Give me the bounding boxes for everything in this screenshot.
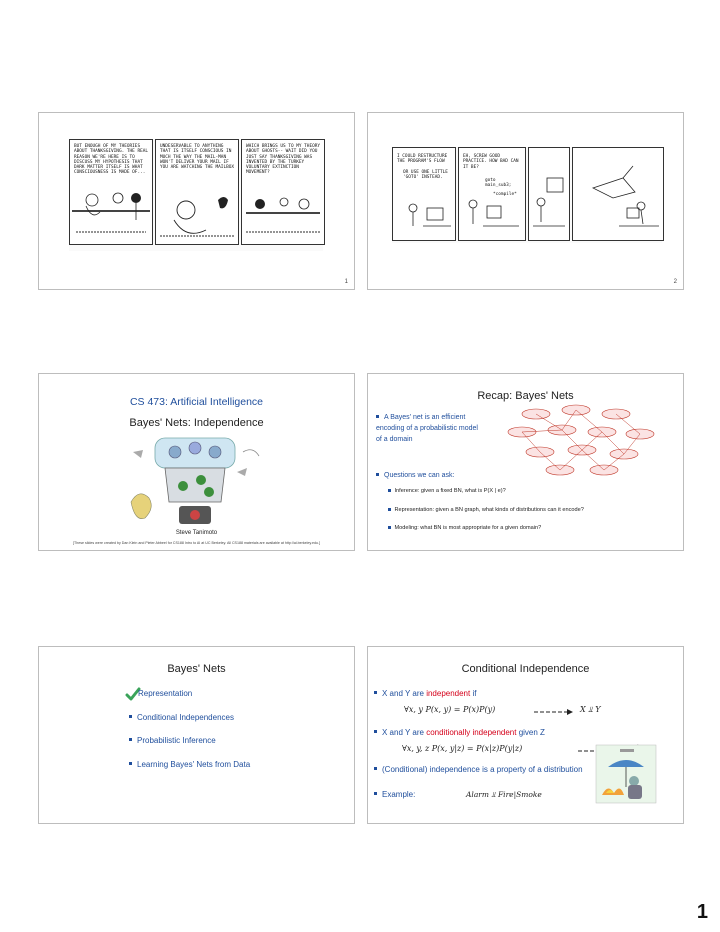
bullet-text: Modeling: what BN is most appropriate for a given domain? (394, 525, 542, 531)
conditionally-independent-term: conditionally independent (426, 728, 517, 737)
bullet-text: (Conditional) independence is a property of a distribution (382, 765, 583, 774)
author-name: Steve Tanimoto (175, 530, 218, 536)
comic-panel-2-text: UNDESERVABLE TO ANYTHING THAT IS ITSELF CONSCIOUS IN MUCH THE WAY THE MAIL-MAN WON'T DELIVER YOUR MAIL IF YOU ARE WATCHING THE MAILBOX (160, 144, 235, 171)
bullet-bayes-net-definition (376, 412, 484, 445)
bullet-text: Representation: given a BN graph, what kinds of distributions can it encode? (394, 507, 584, 513)
comic-panel-2-text: EH, SCREW GOOD PRACTICE. HOW BAD CAN IT BE? (463, 154, 519, 170)
topic-text: Probabilistic Inference (137, 736, 216, 745)
sub-bullet-inference (388, 488, 506, 494)
bullet-independent (374, 688, 476, 699)
bullet-marker (374, 730, 377, 733)
topic-probabilistic-inference (129, 735, 216, 746)
equation-independence: ∀x, y P(x, y) = P(x)P(y) (404, 705, 496, 714)
bullet-conditionally-independent (374, 727, 545, 738)
comic-panel-3 (241, 139, 325, 245)
comic-panel-2-drawing (459, 148, 525, 240)
comic-panel-1-drawing (70, 140, 152, 244)
slide-2 (367, 112, 684, 290)
topic-text: Learning Bayes' Nets from Data (137, 760, 251, 769)
comic-panel-1 (69, 139, 153, 245)
bullet-text: Example: (382, 790, 416, 799)
page-number: 1 (696, 901, 708, 923)
comic-panel-2-sfx-2: *compile* (493, 192, 517, 197)
bullet-marker (129, 715, 132, 718)
comic-strip-2 (392, 147, 662, 243)
robot-illustration (125, 432, 265, 532)
bullet-marker (374, 792, 377, 795)
bullet-marker (129, 762, 132, 765)
comic-panel-4 (572, 147, 664, 241)
bullet-marker (376, 473, 379, 476)
comic-panel-1-text: I COULD RESTRUCTURE THE PROGRAM'S FLOW (397, 154, 448, 165)
slide-title: Conditional Independence (461, 663, 590, 675)
slide-title: Recap: Bayes' Nets (477, 390, 574, 402)
sub-bullet-modeling (388, 525, 541, 531)
bullet-text: X and Y are (382, 689, 427, 698)
slide-3 (38, 373, 355, 551)
slide-1-number: 1 (344, 279, 348, 285)
slide-5 (38, 646, 355, 824)
comic-panel-2 (458, 147, 526, 241)
bullet-marker (129, 738, 132, 741)
bullet-text-end: given Z (516, 728, 545, 737)
comic-panel-3-text: WHICH BRINGS US TO MY THEORY ABOUT GHOSTS-- WAIT DID YOU JUST SAY THANKSGIVING WAS INVENTED BY THE TURKEY VOLUNTARY EXTINCTION MOVEMENT? (246, 144, 321, 176)
bullet-marker (374, 767, 377, 770)
comic-panel-3-drawing (242, 140, 324, 244)
slide-4 (367, 373, 684, 551)
bullet-text: A Bayes' net is an efficient encoding of a probabilistic model of a domain (376, 414, 478, 443)
course-title: CS 473: Artificial Intelligence (129, 396, 264, 408)
topic-learning (129, 759, 250, 770)
bullet-marker (376, 415, 379, 418)
comic-panel-1-text-2: OR USE ONE LITTLE 'GOTO' INSTEAD. (403, 170, 448, 181)
bullet-marker (374, 691, 377, 694)
slide-1 (38, 112, 355, 290)
bullet-example (374, 789, 415, 800)
slide-title: Bayes' Nets: Independence (129, 417, 264, 429)
bullet-text: X and Y are (382, 728, 427, 737)
bullet-marker (388, 508, 391, 511)
bullet-marker (388, 489, 391, 492)
slide-6 (367, 646, 684, 824)
bullet-text-end: if (470, 689, 477, 698)
fire-alarm-illustration (594, 743, 660, 807)
comic-panel-1-text: BUT ENOUGH OF MY THEORIES ABOUT THANKSGIVING. THE REAL REASON WE'RE HERE IS TO DISCUSS MY HYPOTHESIS THAT DARK MATTER ITSELF IS WHAT CONSCIOUSNESS IS MADE OF... (74, 144, 149, 176)
topic-text: Conditional Independences (137, 713, 234, 722)
comic-strip-1 (69, 139, 323, 251)
credit-footnote: [These slides were created by Dan Klein and Pieter Abbeel for CS188 Intro to AI at UC Berkeley. All CS188 materials are available at http://ai.berkeley.edu.] (73, 541, 320, 545)
topic-representation (138, 688, 192, 699)
comic-panel-2-drawing (156, 140, 238, 244)
notation-independence: X ⫫ Y (580, 705, 601, 714)
bullet-questions (376, 470, 454, 481)
bullet-marker (388, 526, 391, 529)
comic-panel-2-sfx: goto main_sub3; (485, 178, 512, 189)
topic-conditional-independences (129, 712, 234, 723)
bullet-text: Questions we can ask: (384, 472, 455, 479)
comic-panel-3-drawing (529, 148, 569, 240)
comic-panel-4-drawing (573, 148, 663, 240)
comic-panel-1 (392, 147, 456, 241)
sub-bullet-representation (388, 507, 584, 513)
slide-2-number: 2 (673, 279, 677, 285)
equation-conditional-independence: ∀x, y, z P(x, y|z) = P(x|z)P(y|z) (402, 744, 523, 753)
topic-text: Representation (138, 689, 193, 698)
bullet-text: Inference: given a fixed BN, what is P(X | e)? (394, 488, 506, 494)
comic-panel-3 (528, 147, 570, 241)
bayes-net-graph (506, 402, 656, 478)
dashed-arrow-icon (534, 708, 574, 716)
bullet-property-of-distribution (374, 764, 583, 775)
comic-panel-1-drawing (393, 148, 455, 240)
comic-panel-2 (155, 139, 239, 245)
independent-term: independent (426, 689, 471, 698)
example-expression: Alarm ⫫ Fire|Smoke (466, 790, 542, 799)
slide-title: Bayes' Nets (167, 663, 226, 675)
